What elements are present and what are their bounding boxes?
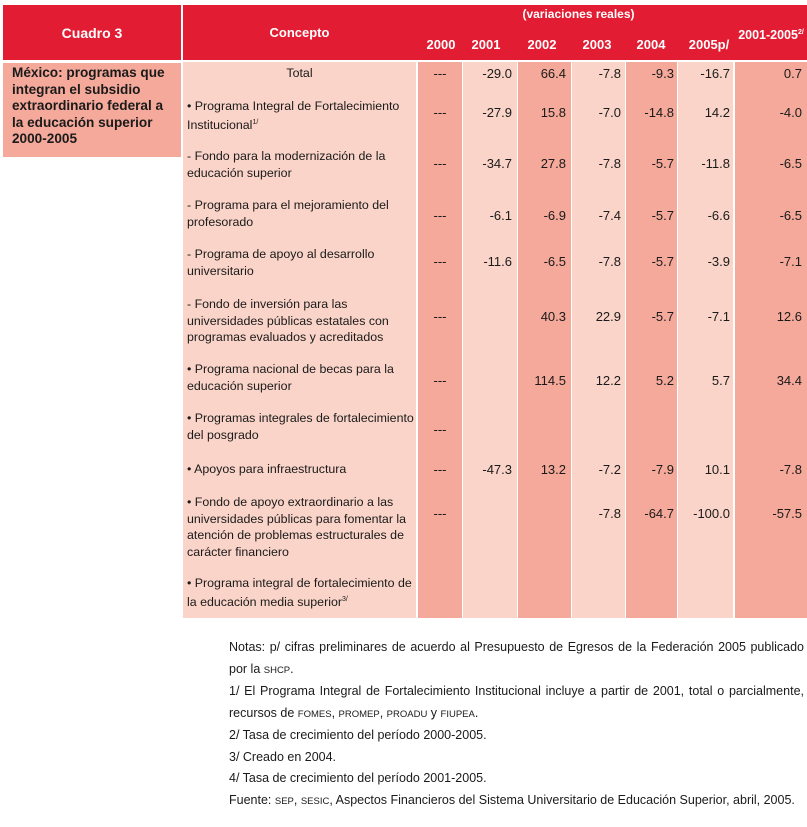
cell-2001-2005: 0.7 bbox=[783, 66, 802, 81]
cell-2003: -7.8 bbox=[598, 66, 621, 81]
cell-2000: --- bbox=[433, 156, 447, 171]
cell-2005: -6.6 bbox=[707, 208, 730, 223]
cell-2004: -5.7 bbox=[651, 309, 674, 324]
cell-2001-2005: -7.8 bbox=[779, 462, 802, 477]
cell-2003: -7.8 bbox=[598, 156, 621, 171]
cell-2002: 114.5 bbox=[534, 373, 566, 388]
cell-2000: --- bbox=[433, 66, 447, 81]
table-header bbox=[183, 5, 807, 60]
header-year-2002: 2002 bbox=[527, 37, 557, 52]
col-bg-2005 bbox=[678, 62, 733, 618]
cell-2004: -7.9 bbox=[651, 462, 674, 477]
cell-2000: --- bbox=[433, 422, 447, 437]
header-2001-2005 bbox=[735, 25, 807, 43]
cell-2001-2005: -4.0 bbox=[779, 105, 802, 120]
cell-2001-2005: -6.5 bbox=[779, 156, 802, 171]
cell-2001: -47.3 bbox=[482, 462, 512, 477]
row-concept bbox=[187, 575, 417, 610]
header-last-sup: 2/ bbox=[797, 29, 804, 36]
row-concept-text: • Apoyos para infraestructura bbox=[187, 462, 347, 476]
note-2: 2/ Tasa de crecimiento del período 2000-2005. bbox=[229, 728, 487, 742]
cell-2000: --- bbox=[433, 208, 447, 223]
cell-2001: -6.1 bbox=[489, 208, 512, 223]
header-year-2004: 2004 bbox=[636, 37, 666, 52]
row-concept-sup: 3/ bbox=[341, 595, 348, 603]
header-year-2005: 2005p/ bbox=[688, 37, 730, 52]
row-concept-text: - Fondo para la modernización de la educación superior bbox=[187, 149, 386, 180]
cell-2004: -5.7 bbox=[651, 254, 674, 269]
cell-2004: -5.7 bbox=[651, 208, 674, 223]
row-concept-text: • Programa integral de fortalecimiento de la educación media superior bbox=[187, 576, 412, 609]
cell-2000: --- bbox=[433, 105, 447, 120]
note-preliminary: Notas: p/ cifras preliminares de acuerdo al Presupuesto de Egresos de la Federación 2005 publicado por la SHCP. bbox=[229, 640, 804, 676]
cell-2003: -7.4 bbox=[598, 208, 621, 223]
header-year-2001: 2001 bbox=[471, 37, 501, 52]
cell-2003: -7.0 bbox=[598, 105, 621, 120]
table-label: Cuadro 3 bbox=[3, 5, 181, 60]
note-source: Fuente: SEP, SESIC, Aspectos Financieros del Sistema Universitario de Educación Superior, abril, 2005. bbox=[229, 792, 795, 807]
cell-2004: -14.8 bbox=[644, 105, 674, 120]
row-concept bbox=[187, 410, 417, 443]
row-concept bbox=[187, 296, 417, 346]
cell-2001-2005: -7.1 bbox=[779, 254, 802, 269]
cell-2002: -6.9 bbox=[543, 208, 566, 223]
cell-2005: -7.1 bbox=[707, 309, 730, 324]
row-concept bbox=[187, 361, 417, 394]
col-bg-2004 bbox=[626, 62, 677, 618]
row-concept-text: • Programa nacional de becas para la educación superior bbox=[187, 362, 394, 393]
col-bg-2002 bbox=[518, 62, 571, 618]
cell-2000: --- bbox=[433, 373, 447, 388]
note-1: 1/ El Programa Integral de Fortalecimiento Institucional incluye a partir de 2001, total o parcialmente, recursos de FOMES, PROMEP, PROADU y FIUPEA. bbox=[229, 684, 804, 720]
col-bg-2000 bbox=[418, 62, 462, 618]
cell-2002: 66.4 bbox=[540, 66, 566, 81]
cell-2003: 22.9 bbox=[595, 309, 621, 324]
cell-2000: --- bbox=[433, 462, 447, 477]
header-variaciones: (variaciones reales) bbox=[522, 7, 635, 21]
cell-2004: -5.7 bbox=[651, 156, 674, 171]
note-4: 4/ Tasa de crecimiento del período 2001-2005. bbox=[229, 771, 487, 785]
cell-2003: -7.8 bbox=[598, 506, 621, 521]
cell-2002: 40.3 bbox=[540, 309, 566, 324]
cell-2004: 5.2 bbox=[655, 373, 674, 388]
row-concept-text: - Programa de apoyo al desarrollo universitario bbox=[187, 247, 375, 278]
row-concept bbox=[187, 197, 417, 230]
col-bg-2001-2005 bbox=[735, 62, 807, 618]
cell-2004: -64.7 bbox=[644, 506, 674, 521]
row-concept-text: - Programa para el mejoramiento del profesorado bbox=[187, 198, 389, 229]
cell-2001: -29.0 bbox=[482, 66, 512, 81]
col-bg-2003 bbox=[572, 62, 625, 618]
cell-2001-2005: -6.5 bbox=[779, 208, 802, 223]
row-concept-sup: 1/ bbox=[252, 118, 259, 126]
cell-2002: 15.8 bbox=[540, 105, 566, 120]
row-concept-text: Total bbox=[286, 66, 313, 80]
cell-2001-2005: -57.5 bbox=[772, 506, 802, 521]
data-table bbox=[183, 62, 807, 618]
row-concept bbox=[187, 98, 417, 133]
cell-2001: -34.7 bbox=[482, 156, 512, 171]
row-concept bbox=[187, 246, 417, 279]
cell-2005: -16.7 bbox=[700, 66, 730, 81]
cell-2000: --- bbox=[433, 309, 447, 324]
row-concept bbox=[183, 65, 416, 82]
row-concept-text: • Programas integrales de fortalecimiento del posgrado bbox=[187, 411, 414, 442]
cell-2001: -11.6 bbox=[483, 254, 512, 269]
row-concept bbox=[187, 494, 417, 560]
cell-2002: 27.8 bbox=[540, 156, 566, 171]
col-bg-2001 bbox=[463, 62, 517, 618]
cell-2005: 10.1 bbox=[704, 462, 730, 477]
cell-2005: -100.0 bbox=[693, 506, 730, 521]
header-year-2003: 2003 bbox=[582, 37, 612, 52]
cell-2005: 14.2 bbox=[704, 105, 730, 120]
cell-2003: 12.2 bbox=[595, 373, 621, 388]
cell-2003: -7.2 bbox=[598, 462, 621, 477]
header-concepto: Concepto bbox=[269, 25, 330, 40]
cell-2005: -11.8 bbox=[701, 156, 730, 171]
header-year-2000: 2000 bbox=[426, 37, 456, 52]
row-concept bbox=[187, 461, 417, 478]
cell-2000: --- bbox=[433, 506, 447, 521]
row-concept-text: • Programa Integral de Fortalecimiento Institucional bbox=[187, 99, 400, 132]
cell-2001-2005: 12.6 bbox=[776, 309, 802, 324]
cell-2002: -6.5 bbox=[543, 254, 566, 269]
cell-2001-2005: 34.4 bbox=[776, 373, 802, 388]
cell-2000: --- bbox=[433, 254, 447, 269]
cell-2005: -3.9 bbox=[707, 254, 730, 269]
row-concept-text: • Fondo de apoyo extraordinario a las universidades públicas para fomentar la atención de problemas estructurales de carácter financiero bbox=[187, 495, 407, 559]
header-last-label: 2001-2005 bbox=[738, 28, 798, 43]
cell-2002: 13.2 bbox=[540, 462, 566, 477]
table-notes bbox=[229, 637, 804, 812]
cell-2003: -7.8 bbox=[598, 254, 621, 269]
row-concept-text: - Fondo de inversión para las universidades públicas estatales con programas evaluados y acreditados bbox=[187, 297, 389, 344]
cell-2005: 5.7 bbox=[711, 373, 730, 388]
note-3: 3/ Creado en 2004. bbox=[229, 749, 337, 764]
cell-2001: -27.9 bbox=[482, 105, 512, 120]
cell-2004: -9.3 bbox=[651, 66, 674, 81]
row-concept bbox=[187, 148, 417, 181]
table-caption: México: programas que integran el subsidio extraordinario federal a la educación superior 2000-2005 bbox=[3, 63, 181, 157]
